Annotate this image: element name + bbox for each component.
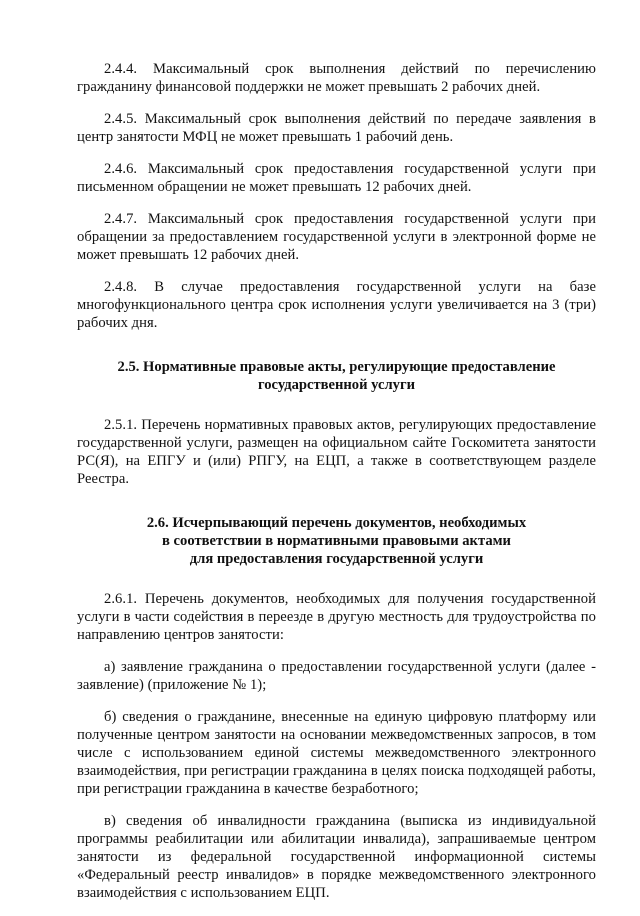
paragraph-2-4-8: 2.4.8. В случае предоставления государственной услуги на базе многофункционального центра срок исполнения услуги увеличивается на 3 (три) рабочих дня. — [77, 279, 596, 331]
document-content — [77, 60, 596, 916]
list-item-b: б) сведения о гражданине, внесенные на единую цифровую платформу или полученные центром занятости на основании межведомственных запросов, в том числе с использованием единой системы межведомственного электронного взаимодействия, при регистрации гражданина в целях поиска подходящей работы, при регистрации гражданина в качестве безработного; — [77, 709, 596, 797]
section-2-6-heading-line2: в соответствии в нормативными правовыми актами — [162, 533, 511, 549]
paragraph-2-4-7: 2.4.7. Максимальный срок предоставления государственной услуги при обращении за предоставлением государственной услуги в электронной форме не может превышать 12 рабочих дней. — [77, 211, 596, 263]
paragraph-2-4-5: 2.4.5. Максимальный срок выполнения действий по передаче заявления в центр занятости МФЦ не может превышать 1 рабочий день. — [77, 111, 596, 145]
paragraph-2-6-1: 2.6.1. Перечень документов, необходимых для получения государственной услуги в части содействия в переезде в другую местность для трудоустройства по направлению центров занятости: — [77, 591, 596, 643]
paragraph-2-4-4: 2.4.4. Максимальный срок выполнения действий по перечислению гражданину финансовой поддержки не может превышать 2 рабочих дней. — [77, 61, 596, 95]
paragraph-2-5-1: 2.5.1. Перечень нормативных правовых актов, регулирующих предоставление государственной услуги, размещен на официальном сайте Госкомитета занятости РС(Я), на ЕПГУ и (или) РПГУ, на ЕЦП, а также в соответствующем разделе Реестра. — [77, 417, 596, 487]
section-2-6-heading — [77, 514, 596, 568]
list-item-v: в) сведения об инвалидности гражданина (выписка из индивидуальной программы реабилитации или абилитации инвалида), запрашиваемые центром занятости из федеральной государственной информационной системы «Федеральный реестр инвалидов» в порядке межведомственного электронного взаимодействия с использованием ЕЦП. — [77, 813, 596, 901]
section-2-5-heading-line2: государственной услуги — [257, 377, 416, 393]
list-item-a: а) заявление гражданина о предоставлении государственной услуги (далее - заявление) (приложение № 1); — [77, 659, 596, 693]
section-2-6-heading-line3: для предоставления государственной услуги — [189, 551, 484, 567]
section-2-5-heading — [77, 358, 596, 394]
section-2-5-heading-line1: 2.5. Нормативные правовые акты, регулирующие предоставление — [117, 359, 556, 375]
section-2-6-heading-line1: 2.6. Исчерпывающий перечень документов, необходимых — [146, 515, 527, 531]
paragraph-2-4-6: 2.4.6. Максимальный срок предоставления государственной услуги при письменном обращении не может превышать 12 рабочих дней. — [77, 161, 596, 195]
